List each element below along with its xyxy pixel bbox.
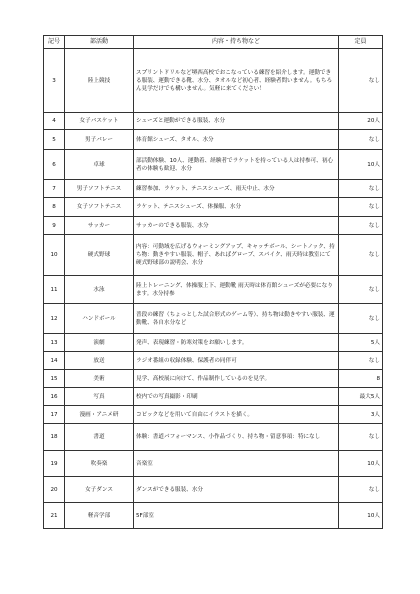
row-contents: シューズと運動ができる服装、水分 bbox=[134, 113, 339, 130]
row-club: 演劇 bbox=[65, 334, 134, 352]
row-contents: 5F部室 bbox=[134, 503, 339, 529]
table-row bbox=[44, 406, 383, 424]
table-row bbox=[44, 150, 383, 180]
row-capacity: なし bbox=[339, 352, 383, 370]
row-capacity: 8 bbox=[339, 370, 383, 388]
row-contents: 体験：書道パフォーマンス、小作品づくり、持ち物・留意事項：特になし bbox=[134, 424, 339, 451]
table-row bbox=[44, 477, 383, 503]
row-number: 3 bbox=[44, 49, 65, 113]
row-number: 15 bbox=[44, 370, 65, 388]
row-contents: 見学、高校展に向けて、作品制作しているのを見学。 bbox=[134, 370, 339, 388]
row-contents: 体育館シューズ、タオル、水分 bbox=[134, 130, 339, 150]
row-club: 吹奏楽 bbox=[65, 451, 134, 477]
row-contents: サッカーのできる服装、水分 bbox=[134, 217, 339, 235]
row-club: 卓球 bbox=[65, 150, 134, 180]
row-contents: 普段の練習（ちょっとした試合形式のゲーム等）、持ち物は動きやすい服装、運動靴、各自水分など bbox=[134, 304, 339, 334]
row-club: 男子バレー bbox=[65, 130, 134, 150]
row-club: 女子バスケット bbox=[65, 113, 134, 130]
row-club: 女子ソフトテニス bbox=[65, 198, 134, 217]
row-number: 10 bbox=[44, 235, 65, 276]
row-contents: ダンスができる服装、水分 bbox=[134, 477, 339, 503]
header-capacity: 定員 bbox=[339, 36, 383, 49]
row-capacity: 3人 bbox=[339, 406, 383, 424]
row-contents: 校内での写真撮影・印刷 bbox=[134, 388, 339, 406]
row-club: 放送 bbox=[65, 352, 134, 370]
table-row bbox=[44, 352, 383, 370]
row-contents: 練習参加、ラケット、テニスシューズ、雨天中止、水分 bbox=[134, 180, 339, 198]
row-contents: スプリントドリルなど堺西高校でおこなっている練習を紹介します。運動できる服装、運動できる靴、水分、タオルなど初心者、経験者問いません。もちろん見学だけでも構いません。気軽に来てください！ bbox=[134, 49, 339, 113]
row-club: 美術 bbox=[65, 370, 134, 388]
row-number: 8 bbox=[44, 198, 65, 217]
row-number: 19 bbox=[44, 451, 65, 477]
row-club: 陸上競技 bbox=[65, 49, 134, 113]
table-row bbox=[44, 217, 383, 235]
row-number: 6 bbox=[44, 150, 65, 180]
row-capacity: なし bbox=[339, 304, 383, 334]
row-club: 軽音学部 bbox=[65, 503, 134, 529]
table-row bbox=[44, 424, 383, 451]
row-number: 7 bbox=[44, 180, 65, 198]
row-capacity: なし bbox=[339, 217, 383, 235]
table-row bbox=[44, 304, 383, 334]
row-capacity: 5人 bbox=[339, 334, 383, 352]
row-club: 水泳 bbox=[65, 276, 134, 304]
row-contents: 部活動体験、10人、運動着、経験者でラケットを持っている人は持参可、初心者の体験も歓迎、水分 bbox=[134, 150, 339, 180]
row-capacity: 10人 bbox=[339, 503, 383, 529]
row-contents: ラケット、テニスシューズ、体操服、水分 bbox=[134, 198, 339, 217]
header-club: 部活動 bbox=[65, 36, 134, 49]
row-club: 男子ソフトテニス bbox=[65, 180, 134, 198]
row-number: 18 bbox=[44, 424, 65, 451]
row-club: 女子ダンス bbox=[65, 477, 134, 503]
table-row bbox=[44, 276, 383, 304]
row-contents: 発声、表現練習・防寒対策をお願いします。 bbox=[134, 334, 339, 352]
row-capacity: なし bbox=[339, 424, 383, 451]
row-capacity: 20人 bbox=[339, 113, 383, 130]
row-number: 12 bbox=[44, 304, 65, 334]
row-capacity: なし bbox=[339, 276, 383, 304]
table-row bbox=[44, 503, 383, 529]
row-number: 14 bbox=[44, 352, 65, 370]
table-row bbox=[44, 235, 383, 276]
row-number: 5 bbox=[44, 130, 65, 150]
row-club: 硬式野球 bbox=[65, 235, 134, 276]
club-activities-table bbox=[43, 35, 383, 529]
row-club: ハンドボール bbox=[65, 304, 134, 334]
row-number: 9 bbox=[44, 217, 65, 235]
table-row bbox=[44, 370, 383, 388]
table-row bbox=[44, 180, 383, 198]
row-number: 11 bbox=[44, 276, 65, 304]
row-club: 写真 bbox=[65, 388, 134, 406]
row-contents: コピックなどを用いて自由にイラストを描く。 bbox=[134, 406, 339, 424]
table-row bbox=[44, 334, 383, 352]
row-number: 21 bbox=[44, 503, 65, 529]
row-number: 20 bbox=[44, 477, 65, 503]
table-header-row bbox=[44, 36, 383, 49]
row-contents: 音楽室 bbox=[134, 451, 339, 477]
row-capacity: 10人 bbox=[339, 451, 383, 477]
table-row bbox=[44, 388, 383, 406]
row-contents: 内容：可動域を広げるウォーミングアップ、キャッチボール、シートノック、持ち物：動きやすい服装、帽子、あればグローブ、スパイク、雨天時は教室にて硬式野球部の説明会、水分 bbox=[134, 235, 339, 276]
row-number: 4 bbox=[44, 113, 65, 130]
table-row bbox=[44, 198, 383, 217]
table-row bbox=[44, 113, 383, 130]
row-number: 17 bbox=[44, 406, 65, 424]
header-contents: 内容・持ち物など bbox=[134, 36, 339, 49]
row-capacity: 10人 bbox=[339, 150, 383, 180]
row-club: 書道 bbox=[65, 424, 134, 451]
row-contents: ラジオ番組の収録体験、保護者の同伴可 bbox=[134, 352, 339, 370]
table-row bbox=[44, 49, 383, 113]
row-capacity: なし bbox=[339, 477, 383, 503]
row-capacity: なし bbox=[339, 49, 383, 113]
row-number: 16 bbox=[44, 388, 65, 406]
row-capacity: なし bbox=[339, 198, 383, 217]
row-club: 漫画・アニメ研 bbox=[65, 406, 134, 424]
header-number: 記号 bbox=[44, 36, 65, 49]
row-number: 13 bbox=[44, 334, 65, 352]
row-capacity: なし bbox=[339, 130, 383, 150]
row-capacity: なし bbox=[339, 180, 383, 198]
row-capacity: 最大5人 bbox=[339, 388, 383, 406]
row-club: サッカー bbox=[65, 217, 134, 235]
table-row bbox=[44, 451, 383, 477]
row-capacity: なし bbox=[339, 235, 383, 276]
table-row bbox=[44, 130, 383, 150]
row-contents: 陸上トレーニング、体操服上下、運動靴 雨天時は体育館シューズが必要になります。水分持参 bbox=[134, 276, 339, 304]
